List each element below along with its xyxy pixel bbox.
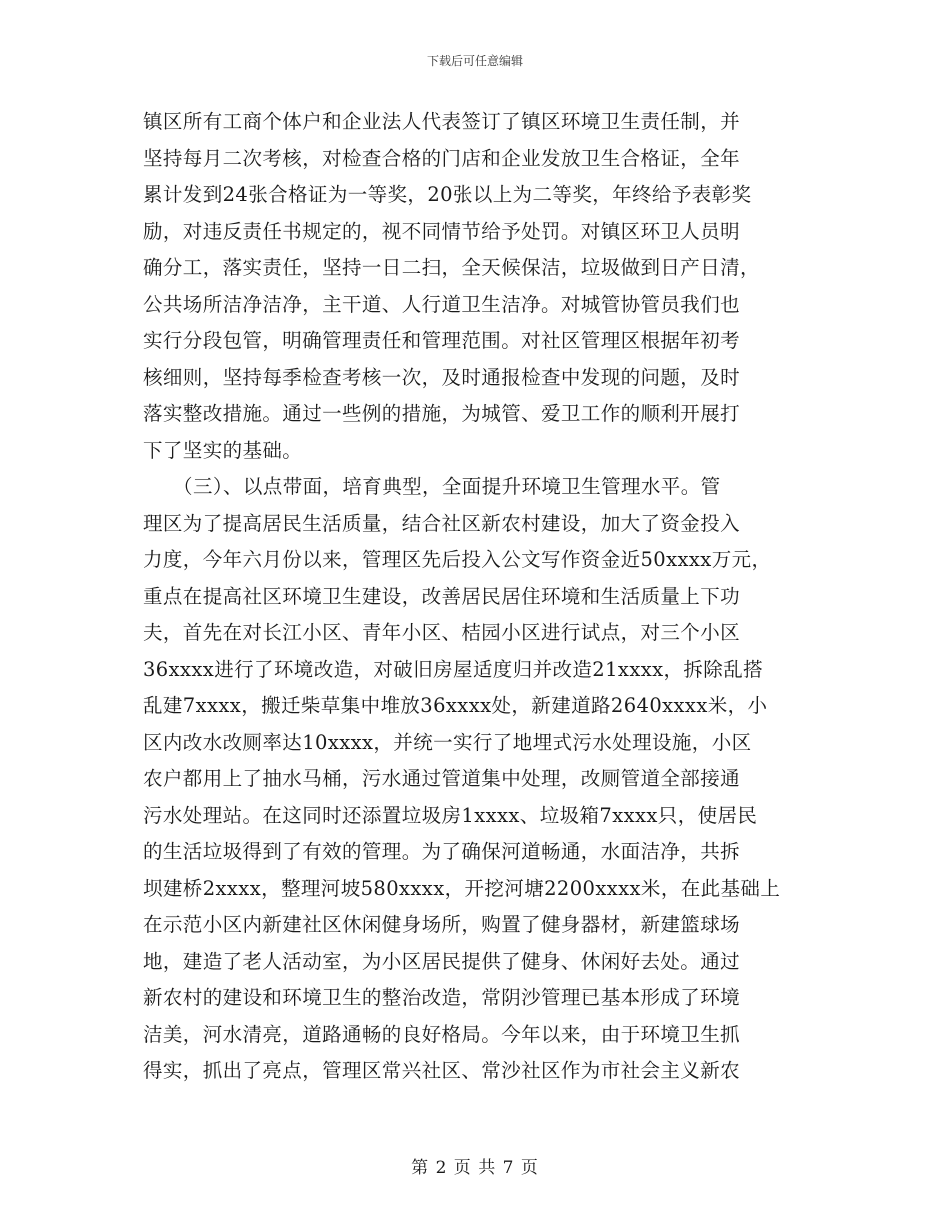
text-line: 理区为了提高居民生活质量，结合社区新农村建设，加大了资金投入 [143, 511, 741, 535]
text-line: 力度，今年六月份以来，管理区先后投入公文写作资金近50xxxx万元， [143, 548, 772, 571]
text-line: 新农村的建设和环境卫生的整治改造，常阴沙管理已基本形成了环境 [143, 986, 741, 1009]
text-line: 实行分段包管，明确管理责任和管理范围。对社区管理区根据年初考 [143, 329, 741, 352]
text-line: 夫，首先在对长江小区、青年小区、桔园小区进行试点，对三个小区 [143, 621, 741, 644]
text-line: 污水处理站。在这同时还添置垃圾房1xxxx、垃圾箱7xxxx只，使居民 [143, 803, 758, 827]
text-line: 地，建造了老人活动室，为小区居民提供了健身、休闲好去处。通过 [143, 949, 741, 973]
text-line: 励，对违反责任书规定的，视不同情节给予处罚。对镇区环卫人员明 [143, 219, 741, 243]
text-line: 公共场所洁净洁净，主干道、人行道卫生洁净。对城管协管员我们也 [143, 292, 741, 316]
text-line: 镇区所有工商个体户和企业法人代表签订了镇区环境卫生责任制，并 [143, 110, 741, 133]
text-line: 洁美，河水清亮，道路通畅的良好格局。今年以来，由于环境卫生抓 [143, 1022, 741, 1046]
text-line: 36xxxx进行了环境改造，对破旧房屋适度归并改造21xxxx，拆除乱搭 [143, 657, 764, 681]
text-line: 坚持每月二次考核，对检查合格的门店和企业发放卫生合格证，全年 [143, 146, 741, 170]
text-line: 农户都用上了抽水马桶，污水通过管道集中处理，改厕管道全部接通 [143, 767, 741, 790]
text-line: 坝建桥2xxxx，整理河坡580xxxx，开挖河塘2200xxxx米，在此基础上 [143, 876, 781, 900]
text-line: 重点在提高社区环境卫生建设，改善居民居住环境和生活质量上下功 [143, 584, 741, 608]
document-body [143, 104, 807, 1090]
text-line: （三）、以点带面，培育典型，全面提升环境卫生管理水平。管 [143, 475, 721, 498]
page-header: 下载后可任意编辑 [426, 54, 523, 68]
page-number-footer: 第 2 页 共 7 页 [411, 1158, 539, 1178]
text-line: 落实整改措施。通过一些例的措施，为城管、爱卫工作的顺利开展打 [143, 402, 741, 425]
text-line: 区内改水改厕率达10xxxx，并统一实行了地埋式污水处理设施，小区 [143, 730, 752, 754]
text-line: 在示范小区内新建社区休闲健身场所，购置了健身器材，新建篮球场 [143, 913, 741, 936]
text-line: 确分工，落实责任，坚持一日二扫，全天候保洁，垃圾做到日产日清， [143, 256, 760, 279]
text-line: 累计发到24张合格证为一等奖，20张以上为二等奖，年终给予表彰奖 [143, 183, 752, 206]
text-line: 乱建7xxxx，搬迁柴草集中堆放36xxxx处，新建道路2640xxxx米，小 [143, 694, 768, 717]
text-line: 核细则，坚持每季检查考核一次，及时通报检查中发现的问题，及时 [143, 365, 741, 389]
text-line: 下了坚实的基础。 [143, 438, 303, 462]
text-line: 得实，抓出了亮点，管理区常兴社区、常沙社区作为市社会主义新农 [143, 1059, 741, 1082]
text-line: 的生活垃圾得到了有效的管理。为了确保河道畅通，水面洁净，共拆 [143, 840, 741, 863]
